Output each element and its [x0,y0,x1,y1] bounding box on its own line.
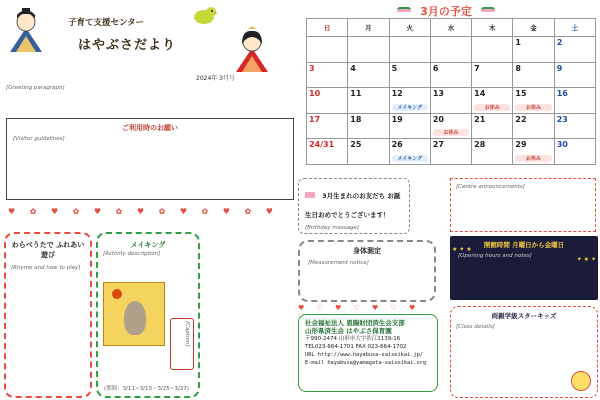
flower-icon [112,289,122,299]
calendar-day [430,62,471,88]
calendar-day-number: 29 [515,140,527,149]
calendar-day-number: 14 [474,89,486,98]
body-measurement-body-placeholder: [Measurement notice] [308,260,369,266]
opening-hours-panel [450,236,598,300]
birthday-box [298,178,410,234]
calendar-weekday: 火 [389,19,430,37]
calendar-day-number: 20 [432,114,444,124]
usage-notice-body-placeholder: [Visitor guidelines] [13,136,65,142]
parenting-class-body-placeholder: [Class details] [456,324,495,330]
hina-doll-right-icon [232,26,272,74]
baby-icon [571,371,591,391]
calendar-day [348,139,389,165]
announcement-body-placeholder: [Centre announcements] [456,184,525,190]
calendar-day [554,139,595,165]
announcement-box [450,178,596,232]
calendar-event-tag: お休み [474,104,510,111]
calendar-day-number: 26 [391,140,403,149]
calendar-header [354,0,538,18]
craft-caption-placeholder: [Caption] [170,318,194,370]
calendar-day-number: 23 [556,114,568,124]
calendar-day [389,113,430,139]
opening-hours-title: 開館時間 月曜日から金曜日 [483,241,565,249]
calendar-day [348,37,389,63]
calendar-day-number: 25 [350,140,362,149]
calendar-day-number: 16 [556,89,568,98]
calendar-day [430,88,471,114]
usage-notice-title: ご利用時のお願い [122,124,178,132]
calendar-day [513,113,554,139]
intro-text-placeholder: [Greeting paragraph] [6,85,65,91]
calendar-day [348,113,389,139]
calendar-day [513,88,554,114]
march-calendar [306,18,596,165]
calendar-day [513,37,554,63]
org-phone: TEL023-664-1701 FAX 023-664-1702 [305,344,407,350]
calendar-day-number: 2 [556,38,563,47]
making-activity-title: メイキング [130,241,166,249]
calendar-day-number: 3 [309,63,315,73]
calendar-weekday: 土 [554,19,595,37]
parenting-class-title: 両親学級スターキッズ [491,312,557,320]
calendar-day-number: 5 [391,63,398,73]
calendar-day [389,37,430,63]
making-activity-dates: (期間：3/11~3/13・3/25~3/27) [104,386,189,392]
cake-icon [305,190,315,198]
nursery-rhyme-box [4,232,92,398]
nursery-rhyme-title: わらべうたで ふれあい遊び [11,241,85,259]
calendar-day-number: 21 [474,114,486,124]
birthday-title: 3月生まれのお友だち お誕生日おめでとうございます！ [305,192,401,219]
nursery-rhyme-body-placeholder: [Rhyme and how to play] [11,265,81,271]
usage-notice-box [6,118,294,200]
org-affiliation: 社会福祉法人 恩賜財団済生会支部 [305,319,405,327]
calendar-day [307,113,348,139]
calendar-day [307,139,348,165]
calendar-day [472,113,513,139]
org-address: 〒990-2474 山形市大字渋江1139-16 [305,336,401,342]
calendar-day [430,113,471,139]
calendar-day-number: 30 [556,140,568,149]
calendar-event-tag: お休み [433,129,469,136]
calendar-day-number: 12 [391,89,403,98]
calendar-day [348,62,389,88]
calendar-week-row [307,88,596,114]
calendar-day-number: 11 [350,89,362,98]
calendar-weekday: 日 [307,19,348,37]
org-website-link[interactable]: URL http://www.hayabusa-saiseikai.jp/ [305,352,423,358]
calendar-weekday: 木 [472,19,513,37]
calendar-day-number: 28 [474,140,486,149]
calendar-day-number: 1 [515,38,521,47]
calendar-day [307,62,348,88]
calendar-day [554,88,595,114]
calendar-day-number: 8 [515,63,521,73]
sushi-icon [397,7,411,14]
calendar-week-row [307,62,596,88]
opening-hours-body-placeholder: [Opening hours and notes] [458,253,532,259]
calendar-event-tag: メイキング [392,155,428,162]
calendar-day-number: 10 [309,89,321,98]
calendar-weekday: 水 [430,19,471,37]
calendar-day [554,62,595,88]
newsletter-title: はやぶさだより [78,38,177,53]
calendar-event-tag: お休み [515,104,551,111]
issue-line: 2024年 3月号 [196,75,235,82]
calendar-weekday: 月 [348,19,389,37]
calendar-event-tag: お休み [515,155,551,162]
calendar-day-number: 18 [350,114,362,124]
rabbit-icon [124,301,146,335]
calendar-day [348,88,389,114]
calendar-day [513,62,554,88]
org-email-link[interactable]: E-mail hayabusa@yamagata-saiseikai.org [305,360,427,366]
star-icon: ★ ✦ ★ [452,246,472,253]
calendar-day [389,62,430,88]
calendar-day-number: 19 [391,114,403,124]
calendar-day [472,88,513,114]
calendar-day-number: 24/31 [309,140,335,149]
center-name: 子育て支援センター [68,18,145,28]
parenting-class-box [450,306,598,398]
birthday-body-placeholder: [Birthday message] [305,225,360,231]
bird-icon [192,4,218,26]
calendar-week-row [307,139,596,165]
calendar-day [554,113,595,139]
calendar-day-number: 6 [432,63,439,73]
calendar-day [307,37,348,63]
calendar-day [513,139,554,165]
star-icon: ✦ ★ ✦ [576,256,596,263]
calendar-day [430,37,471,63]
calendar-day [472,62,513,88]
calendar-day-number: 27 [432,140,444,149]
heart-divider-icon: ♥ ✿ ♥ ✿ ♥ ✿ ♥ ✿ ♥ ✿ ♥ ✿ ♥ [8,207,279,216]
calendar-day [389,88,430,114]
craft-photo [103,282,165,346]
calendar-day-number: 17 [309,114,321,124]
hina-doll-left-icon [6,6,46,54]
calendar-day-number: 7 [474,63,480,73]
calendar-title: 3月の予定 [420,5,472,18]
calendar-day [430,139,471,165]
calendar-day [472,37,513,63]
calendar-day [554,37,595,63]
heart-divider-icon: ♥ ♡ ♥ ♡ ♥ ♡ ♥ ♡ [298,304,421,320]
calendar-day-number: 13 [432,89,444,98]
calendar-week-row [307,113,596,139]
calendar-day [389,139,430,165]
calendar-weekday: 金 [513,19,554,37]
organization-contact-box [298,314,438,392]
calendar-weekday-row [307,19,596,37]
calendar-day-number: 4 [350,63,356,73]
making-activity-body-placeholder: [Activity description] [103,251,161,257]
body-measurement-box [298,240,436,302]
calendar-week-row [307,37,596,63]
sushi-icon [481,7,495,14]
calendar-event-tag: メイキング [392,104,428,111]
calendar-day-number: 22 [515,114,527,124]
calendar-day [307,88,348,114]
org-name: 山形県済生会 はやぶさ保育園 [305,327,392,335]
calendar-day-number: 15 [515,89,527,98]
body-measurement-title: 身体測定 [353,247,381,255]
calendar-day-number: 9 [556,63,563,73]
calendar-day [472,139,513,165]
making-activity-box [96,232,200,398]
